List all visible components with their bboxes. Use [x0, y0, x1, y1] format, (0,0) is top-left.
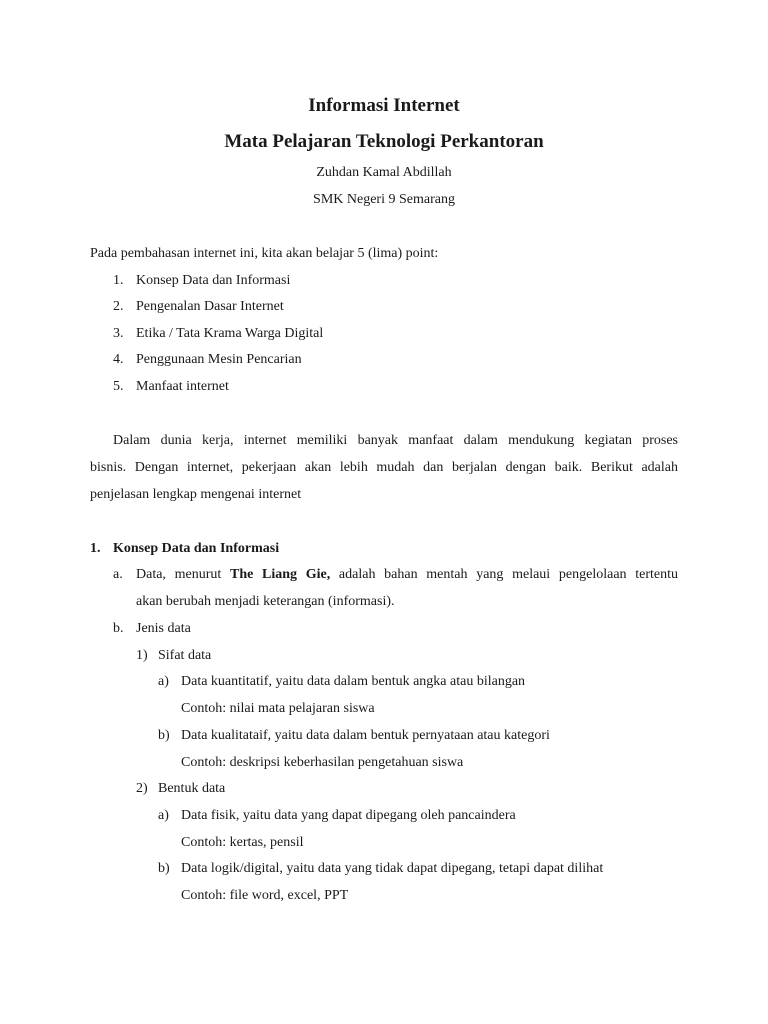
sub1-item-example: Contoh: nilai mata pelajaran siswa [181, 701, 375, 716]
sub1-item-example: Contoh: deskripsi keberhasilan pengetahuan siswa [181, 755, 464, 770]
item-a-line1 [136, 568, 678, 582]
item-a-line2: akan berubah menjadi keterangan (informasi). [136, 594, 395, 609]
sub2-marker: 2) [136, 781, 148, 796]
list-item: Etika / Tata Krama Warga Digital [136, 326, 324, 341]
document-title: Informasi Internet [308, 95, 460, 116]
list-item-marker: 1. [113, 273, 124, 288]
item-a-marker: a. [113, 567, 123, 582]
sub1-marker: 1) [136, 648, 148, 663]
item-a-post: adalah bahan mentah yang melaui pengelolaan tertentu [330, 567, 678, 582]
sub1-item-text: Data kuantitatif, yaitu data dalam bentuk angka atau bilangan [181, 674, 526, 689]
document-subject: Mata Pelajaran Teknologi Perkantoran [224, 131, 544, 152]
sub2-item-example: Contoh: file word, excel, PPT [181, 888, 349, 903]
list-item-marker: 5. [113, 379, 124, 394]
list-item-marker: 3. [113, 326, 124, 341]
document-school: SMK Negeri 9 Semarang [313, 192, 455, 207]
list-item-marker: 4. [113, 352, 124, 367]
sub1-item-marker: b) [158, 728, 170, 743]
item-a-pre: Data, menurut [136, 567, 230, 582]
intro-lead: Pada pembahasan internet ini, kita akan belajar 5 (lima) point: [90, 246, 439, 261]
list-item: Pengenalan Dasar Internet [136, 299, 284, 314]
sub2-item-text: Data logik/digital, yaitu data yang tidak dapat dipegang, tetapi dapat dilihat [181, 861, 604, 876]
paragraph-line: bisnis. Dengan internet, pekerjaan akan lebih mudah dan berjalan dengan baik. Berikut adalah [90, 460, 678, 475]
paragraph-line: Dalam dunia kerja, internet memiliki banyak manfaat dalam mendukung kegiatan proses [113, 433, 678, 448]
sub1-label: Sifat data [158, 648, 212, 663]
list-item: Penggunaan Mesin Pencarian [136, 352, 302, 367]
cited-author: The Liang Gie, [229, 567, 331, 582]
document-author: Zuhdan Kamal Abdillah [316, 165, 452, 180]
sub2-item-marker: b) [158, 861, 170, 876]
sub2-item-marker: a) [158, 808, 169, 823]
sub2-item-example: Contoh: kertas, pensil [181, 835, 304, 850]
list-item: Manfaat internet [136, 379, 229, 394]
sub1-item-marker: a) [158, 674, 169, 689]
sub1-item-text: Data kualitataif, yaitu data dalam bentuk pernyataan atau kategori [181, 728, 550, 743]
sub2-item-text: Data fisik, yaitu data yang dapat dipegang oleh pancaindera [181, 808, 516, 823]
item-b-marker: b. [113, 621, 124, 636]
sub2-label: Bentuk data [158, 781, 226, 796]
list-item: Konsep Data dan Informasi [136, 273, 291, 288]
list-item-marker: 2. [113, 299, 124, 314]
item-b-label: Jenis data [136, 621, 191, 636]
section-number: 1. [90, 541, 101, 556]
paragraph-line: penjelasan lengkap mengenai internet [90, 487, 302, 502]
section-heading: Konsep Data dan Informasi [113, 541, 280, 556]
